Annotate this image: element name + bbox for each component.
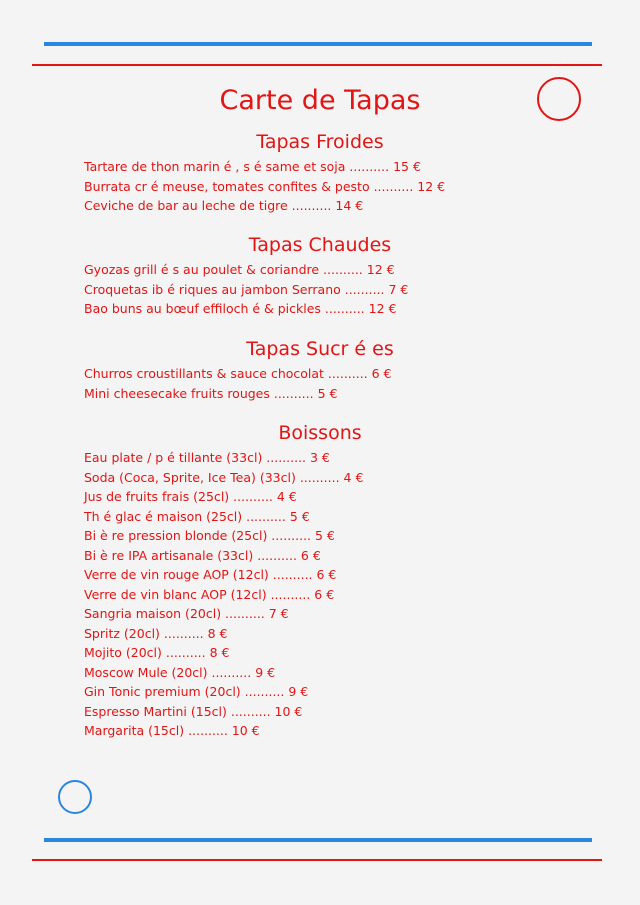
menu-item: Verre de vin blanc AOP (12cl) .......... 6 € (84, 586, 335, 602)
menu-item: Croquetas ib é riques au jambon Serrano .......... 7 € (84, 281, 409, 297)
section-list-tapas-chaudes (84, 260, 408, 319)
top-blue-rule (44, 42, 592, 46)
menu-title: Carte de Tapas (219, 85, 421, 116)
section-heading-tapas-sucrees: Tapas Sucr é es (246, 338, 394, 360)
menu-item: Churros croustillants & sauce chocolat .......... 6 € (84, 366, 392, 381)
menu-item: Burrata cr é meuse, tomates confites & pesto .......... 12 € (84, 178, 446, 194)
top-red-rule (32, 64, 602, 66)
bottom-blue-rule (44, 838, 592, 842)
section-heading-boissons: Boissons (278, 422, 362, 444)
menu-item: Verre de vin rouge AOP (12cl) .......... 6 € (84, 567, 337, 582)
menu-item: Espresso Martini (15cl) .......... 10 € (84, 703, 303, 719)
menu-item: Jus de fruits frais (25cl) .......... 4 € (84, 489, 297, 504)
bottom-red-rule (32, 859, 602, 861)
menu-item: Th é glac é maison (25cl) .......... 5 € (84, 508, 310, 524)
section-heading-tapas-chaudes: Tapas Chaudes (248, 234, 392, 256)
section-list-tapas-froides (84, 157, 445, 216)
menu-item: Bao buns au bœuf effiloch é & pickles .......... 12 € (84, 301, 397, 316)
section-heading-tapas-froides: Tapas Froides (256, 131, 384, 153)
menu-item: Margarita (15cl) .......... 10 € (84, 723, 260, 738)
menu-item: Soda (Coca, Sprite, Ice Tea) (33cl) .......... 4 € (84, 469, 364, 485)
menu-item: Mojito (20cl) .......... 8 € (84, 645, 230, 660)
blue-circle-decoration (58, 780, 92, 814)
menu-item: Gyozas grill é s au poulet & coriandre .......... 12 € (84, 262, 395, 277)
menu-item: Moscow Mule (20cl) .......... 9 € (84, 664, 276, 680)
menu-item: Bi è re pression blonde (25cl) .......... 5 € (84, 528, 335, 543)
section-list-tapas-sucrees (84, 364, 392, 403)
menu-item: Sangria maison (20cl) .......... 7 € (84, 606, 289, 621)
menu-item: Ceviche de bar au leche de tigre .......... 14 € (84, 198, 364, 213)
menu-item: Bi è re IPA artisanale (33cl) .......... 6 € (84, 547, 321, 563)
menu-item: Tartare de thon marin é , s é same et soja .......... 15 € (84, 159, 421, 174)
section-list-boissons (84, 448, 363, 741)
menu-item: Eau plate / p é tillante (33cl) .......... 3 € (84, 450, 330, 465)
menu-item: Mini cheesecake fruits rouges .......... 5 € (84, 385, 338, 401)
menu-item: Spritz (20cl) .......... 8 € (84, 625, 228, 641)
menu-item: Gin Tonic premium (20cl) .......... 9 € (84, 684, 309, 699)
